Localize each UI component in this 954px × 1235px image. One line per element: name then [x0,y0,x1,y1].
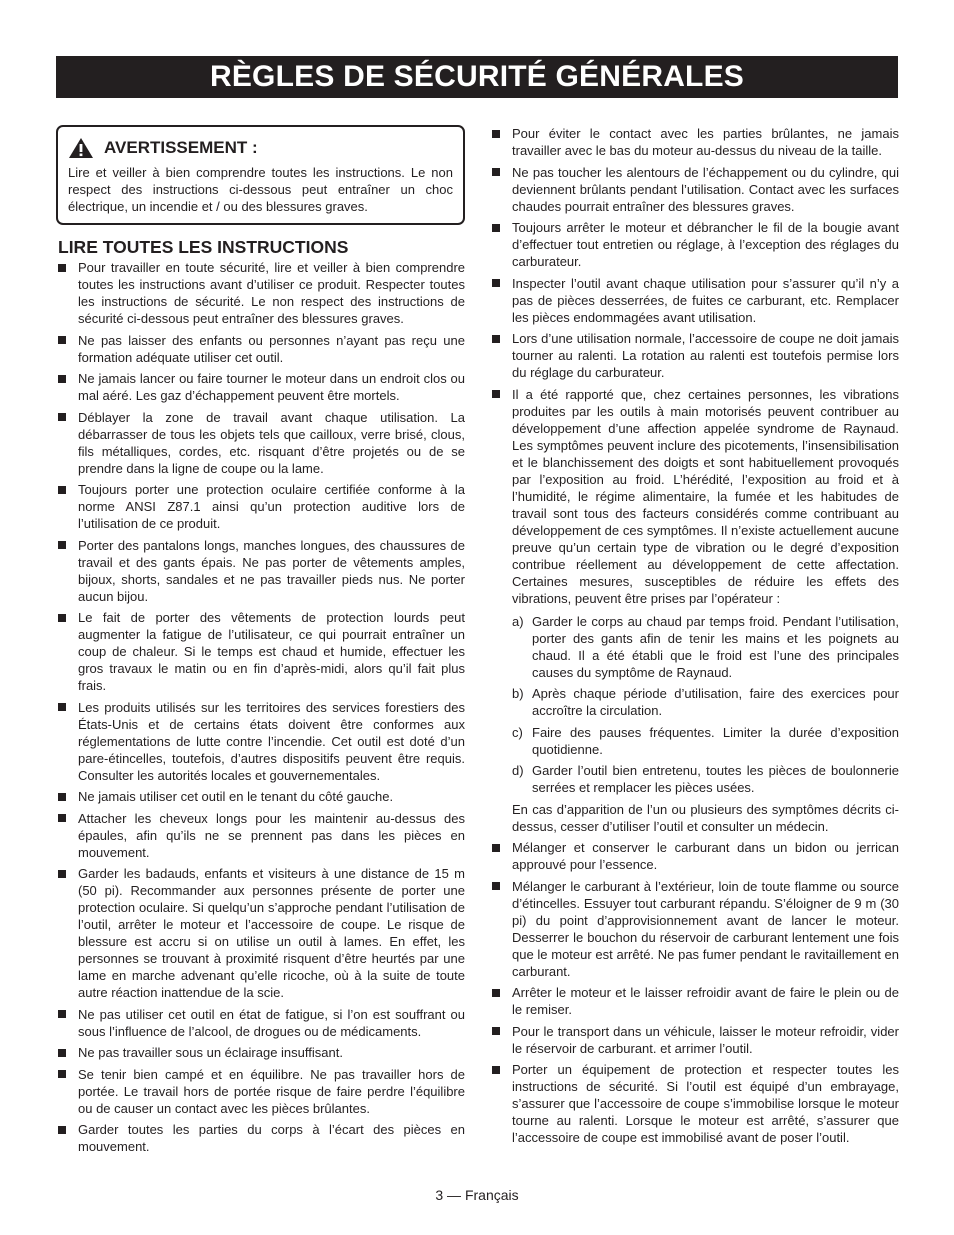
list-item: Ne jamais utiliser cet outil en le tenant du côté gauche. [56,788,465,805]
bullet-square-icon [58,703,66,711]
list-item: Se tenir bien campé et en équilibre. Ne pas travailler hors de portée. Le travail hors de portée risque de faire perdre l’équilibre ou de causer un contact avec les pièces brûlantes. [56,1066,465,1117]
raynaud-text: Il a été rapporté que, chez certaines personnes, les vibrations produites par les outils à main motorisés peuvent contribuer au développement d’une affection appelée syndrome de Raynaud. Les symptômes peuvent inclure des picotements, l’insensibilisation et le blanchissement des doigts et sont habituellement provoqués par l’exposition au froid. L’hérédité, l’exposition au froid et à l’humidité, le régime alimentaire, la fumée et les habitudes de travail sont tous des facteurs considérés comme contribuant au développement de ces symptômes. Il n’existe actuellement aucune preuve qu’un certain type de vibration ou le degré d’exposition contribue réellement au développement de cette affectation. Certaines mesures, susceptibles de réduire les effets des vibrations, peuvent être prises par l’opérateur : [512,386,899,606]
page-title: RÈGLES DE SÉCURITÉ GÉNÉRALES [56,56,898,98]
warning-text: Lire et veiller à bien comprendre toutes les instructions. Le non respect des instructions ci-dessous peut entraîner un choc électrique, un incendie et / ou des blessures graves. [68,165,453,214]
list-item: Pour le transport dans un véhicule, laisser le moteur refroidir, vider le réservoir de carburant. et arrimer l’outil. [490,1023,899,1057]
list-item: Garder les badauds, enfants et visiteurs à une distance de 15 m (50 pi). Recommander aux personnes présente de porter une protection oculaire. Si quelqu’un s’approche pendant l’utilisation de l’outil, arrêter le moteur et l’accessoire de coupe. Le risque de blessure est accru si on utilise un outil à lames. En effet, les personnes se trouvant à proximité risquent d’être heurtés par une lame en marche advenant qu’elle ricoche, où à la suite de toute autre réaction inattendue de la scie. [56,865,465,1001]
bullet-square-icon [58,413,66,421]
bullet-square-icon [492,279,500,287]
list-item: Pour éviter le contact avec les parties brûlantes, ne jamais travailler avec le bas du moteur au-dessus du niveau de la taille. [490,125,899,159]
warning-box [56,125,465,225]
bullet-square-icon [492,168,500,176]
left-bullet-list [56,259,465,1155]
list-item: Ne pas travailler sous un éclairage insuffisant. [56,1044,465,1061]
bullet-square-icon [58,336,66,344]
sub-list-item: b) Après chaque période d’utilisation, faire des exercices pour accroître la circulation. [512,686,899,718]
warning-heading [68,136,453,160]
section-title: LIRE TOUTES LES INSTRUCTIONS [58,237,349,257]
sub-list-item: c) Faire des pauses fréquentes. Limiter la durée d’exposition quotidienne. [512,724,899,757]
list-item: Porter des pantalons longs, manches longues, des chaussures de travail et des gants épais. Ne pas porter de vêtements amples, bijoux, shorts, sandales et ne pas travailler pieds nus. Ne porter aucun bijou. [56,537,465,605]
bullet-square-icon [492,130,500,138]
list-item: Attacher les cheveux longs pour les maintenir au-dessus des épaules, afin qu’ils ne se prennent pas dans les pièces en mouvement. [56,810,465,861]
bullet-square-icon [492,390,500,398]
bullet-square-icon [492,989,500,997]
bullet-square-icon [58,614,66,622]
sub-list-item: a) Garder le corps au chaud par temps froid. Pendant l’utilisation, porter des gants afin de tenir les mains et les poignets au chaud. Il a été établi que le froid est l’une des principales causes du symptôme de Raynaud. [512,613,899,680]
list-item: Déblayer la zone de travail avant chaque utilisation. La débarrasser de tous les objets tels que cailloux, verre brisé, clous, fils métalliques, cordes, etc. risquant d’être projetés ou de se prendre dans la ligne de coupe ou la lame. [56,409,465,477]
list-item: Ne pas utiliser cet outil en état de fatigue, si l’on est souffrant ou sous l’influence de l’alcool, de drogues ou de médicaments. [56,1006,465,1040]
bullet-square-icon [58,814,66,822]
bullet-square-icon [492,1027,500,1035]
bullet-square-icon [492,882,500,890]
bullet-square-icon [492,224,500,232]
bullet-square-icon [58,375,66,383]
warning-heading-text: AVERTISSEMENT : [104,138,258,157]
bullet-square-icon [58,793,66,801]
list-item: Ne pas laisser des enfants ou personnes n’ayant pas reçu une formation adéquate utiliser cet outil. [56,332,465,366]
list-item: Lors d’une utilisation normale, l’accessoire de coupe ne doit jamais tourner au ralenti. La rotation au ralenti est toutefois permise lors du réglage du carburateur. [490,330,899,381]
right-bullet-list [490,125,899,1146]
bullet-square-icon [58,1070,66,1078]
list-item: Inspecter l’outil avant chaque utilisation pour s’assurer qu’il n’y a pas de pièces desserrées, de fuites ce carburant, etc. Remplacer les pièces endommagées avant utilisation. [490,275,899,326]
sub-list-item: d) Garder l’outil bien entretenu, toutes les pièces de boulonnerie serrées et remplacer les pièces usées. [512,763,899,795]
bullet-square-icon [492,1066,500,1074]
list-item: Porter un équipement de protection et respecter toutes les instructions de sécurité. Si l’outil est équipé d’un embrayage, s’assurer que l’accessoire de coupe s’immobilise lorsque le moteur tourne au ralenti. Lorsque le moteur est arrêté, s’assurer que l’accessoire de coupe est immobilisé avant de poser l’outil. [490,1061,899,1146]
bullet-square-icon [58,264,66,272]
list-item: Les produits utilisés sur les territoires des services forestiers des États-Unis et de certains états doivent être conformes aux réglementations de lutte contre l’incendie. Cet outil est doté d’un pare-étincelles, toutefois, d’autres dispositifs peuvent être requis. Consulter les autorités locales et gouvernementales. [56,699,465,784]
raynaud-sub-list [512,613,899,797]
warning-triangle-icon [68,137,94,159]
list-item: Mélanger et conserver le carburant dans un bidon ou jerrican approuvé pour l’essence. [490,839,899,873]
list-item: Garder toutes les parties du corps à l’écart des pièces en mouvement. [56,1121,465,1155]
bullet-square-icon [492,844,500,852]
bullet-square-icon [58,870,66,878]
list-item: Mélanger le carburant à l’extérieur, loin de toute flamme ou source d’étincelles. Essuyer tout carburant répandu. S’éloigner de 9 m (30 pi) du point d’approvisionnement avant de lancer le moteur. Desserrer le bouchon du réservoir de carburant lentement une fois que le moteur est arrêté. Ne pas fumer pendant le ravitaillement en carburant. [490,878,899,980]
list-item: Le fait de porter des vêtements de protection lourds peut augmenter la fatigue de l’utilisateur, ce qui pourrait entraîner un coup de chaleur. Si le temps est chaud et humide, effectuer les gros travaux le matin ou en fin d’après-midi, alors qu’il fait plus frais. [56,609,465,694]
bullet-square-icon [58,1126,66,1134]
right-column [490,125,899,1151]
list-item-raynaud [490,386,899,835]
bullet-square-icon [58,541,66,549]
list-item: Toujours porter une protection oculaire certifiée conforme à la norme ANSI Z87.1 ainsi qu’un protection auditive lors de l’utilisation de ce produit. [56,481,465,532]
raynaud-closing: En cas d’apparition de l’un ou plusieurs des symptômes décrits ci-dessus, cesser d’utiliser l’outil et consulter un médecin. [512,801,899,834]
list-item: Ne jamais lancer ou faire tourner le moteur dans un endroit clos ou mal aéré. Les gaz d’échappement peuvent être mortels. [56,370,465,404]
bullet-square-icon [58,1010,66,1018]
list-item: Pour travailler en toute sécurité, lire et veiller à bien comprendre toutes les instructions avant d’utiliser ce produit. Respecter toutes les instructions de sécurité. Le non respect des instructions de sécurité ci-dessous peut entraîner des blessures graves. [56,259,465,327]
page-footer: 3 — Français [435,1187,519,1203]
left-column [56,125,465,1160]
list-item: Toujours arrêter le moteur et débrancher le fil de la bougie avant d’effectuer tout entretien ou réglage, à l’exception des réglages du carburateur. [490,219,899,270]
bullet-square-icon [492,335,500,343]
list-item: Ne pas toucher les alentours de l’échappement ou du cylindre, qui deviennent brûlants pendant l’utilisation. Contact avec les surfaces chaudes pourrait entraîner des blessures graves. [490,164,899,215]
list-item: Arrêter le moteur et le laisser refroidir avant de faire le plein ou de le remiser. [490,984,899,1018]
bullet-square-icon [58,486,66,494]
bullet-square-icon [58,1049,66,1057]
